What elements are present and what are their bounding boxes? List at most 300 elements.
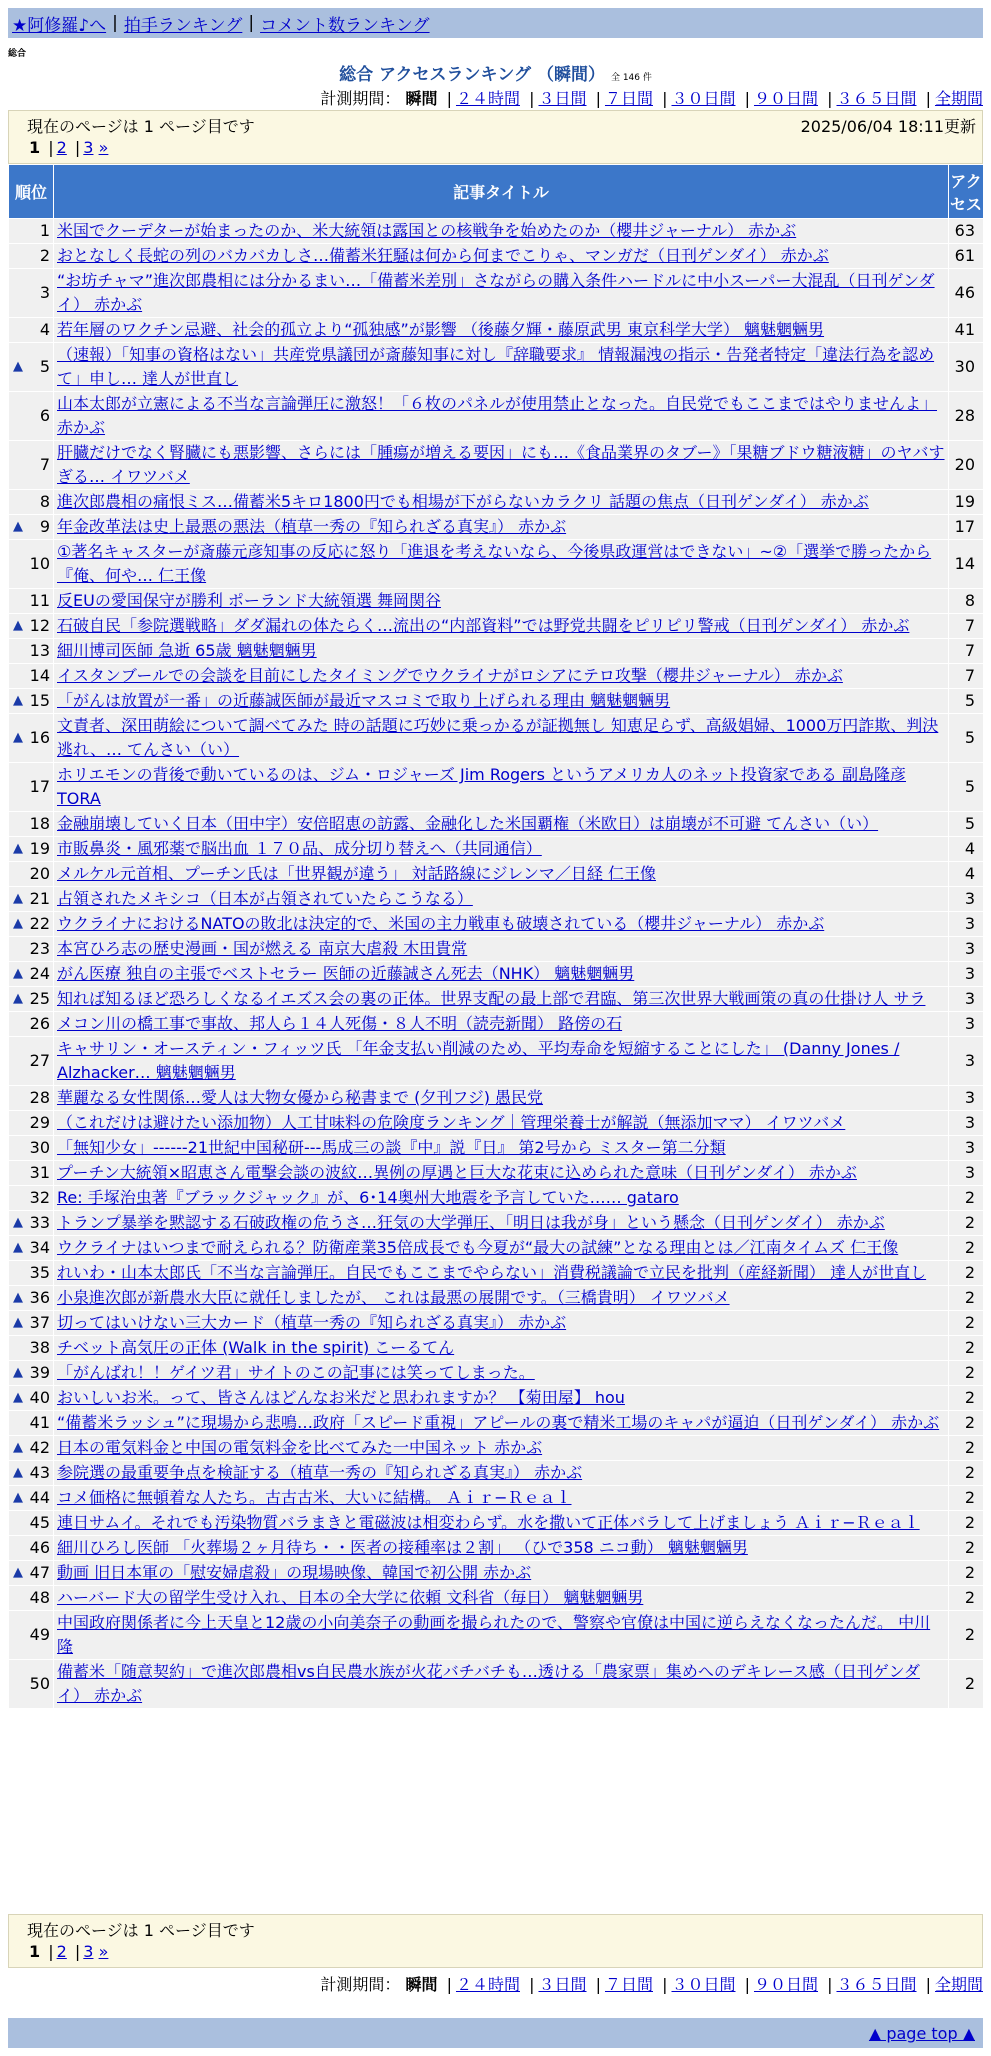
access-count: 2 (949, 1486, 984, 1511)
access-count: 61 (949, 244, 984, 269)
article-title-link[interactable]: 年金改革法は史上最悪の悪法（植草一秀の『知られざる真実』） 赤かぶ (57, 517, 567, 536)
article-title-link[interactable]: 小泉進次郎が新農水大臣に就任しましたが、 これは最悪の展開です。（三橋貴明） イワツバメ (57, 1288, 730, 1307)
page-top-link[interactable]: ▲ page top ▲ (868, 2024, 975, 2043)
rank-up-arrow-icon: ▲ (13, 1240, 23, 1255)
access-count: 5 (949, 689, 984, 714)
article-title-link[interactable]: “備蓄米ラッシュ”に現場から悲鳴…政府「スピード重視」アピールの裏で精米工場のキャパが逼迫（日刊ゲンダイ） 赤かぶ (57, 1413, 940, 1432)
rank-cell (9, 1536, 54, 1561)
title-cell (54, 1660, 949, 1709)
article-title-link[interactable]: ホリエモンの背後で動いているのは、ジム・ロジャーズ Jim Rogers というアメリカ人のネット投資家である 副島隆彦 TORA (57, 765, 906, 808)
period-separator: | (925, 89, 931, 108)
title-cell (54, 1461, 949, 1486)
rank-up-arrow-icon: ▲ (13, 1465, 23, 1480)
rank-number: 45 (29, 1513, 50, 1532)
article-title-link[interactable]: 石破自民「参院選戦略」ダダ漏れの体たらく…流出の“内部資料”では野党共闘をピリピリ警戒（日刊ゲンダイ） 赤かぶ (57, 616, 910, 635)
article-title-link[interactable]: 切ってはいけない三大カード（植草一秀の『知られざる真実』） 赤かぶ (57, 1313, 567, 1332)
period-separator: | (595, 1975, 601, 1994)
table-row (9, 589, 984, 614)
access-count: 2 (949, 1586, 984, 1611)
category-label: 総合 (8, 49, 27, 59)
title-cell (54, 1586, 949, 1611)
rank-number: 18 (29, 814, 50, 833)
rank-number: 16 (29, 728, 50, 747)
rank-up-arrow-icon: ▲ (13, 730, 23, 745)
rank-cell (9, 1012, 54, 1037)
access-count: 3 (949, 1037, 984, 1086)
period-link-365d[interactable]: ３６５日間 (836, 89, 917, 108)
table-row (9, 912, 984, 937)
rank-cell (9, 318, 54, 343)
page-link-2[interactable]: 2 (56, 1942, 67, 1961)
article-title-link[interactable]: 金融崩壊していく日本（田中宇）安倍昭恵の訪露、金融化した米国覇権（米欧日）は崩壊が不可避 てんさい（い） (57, 814, 879, 833)
rank-up-arrow-icon: ▲ (13, 891, 23, 906)
ranking-heading: 総合 アクセスランキング （瞬間） (339, 65, 605, 85)
pager-separator: | (48, 138, 54, 157)
pager (29, 138, 108, 157)
title-cell (54, 540, 949, 589)
article-title-link[interactable]: 知れば知るほど恐ろしくなるイエズス会の裏の正体。世界支配の最上部で君臨、第三次世界大戦画策の真の仕掛け人 サラ (57, 989, 926, 1008)
period-link-30d[interactable]: ３０日間 (671, 1975, 736, 1994)
article-title-link[interactable]: コメ価格に無頓着な人たち。古古古米、大いに結構。 Ａｉｒ−Ｒｅａｌ (57, 1488, 572, 1507)
period-separator: | (662, 1975, 668, 1994)
rank-cell (9, 219, 54, 244)
rank-cell (9, 1111, 54, 1136)
article-title-link[interactable]: 華麗なる女性関係…愛人は大物女優から秘書まで (夕刊フジ) 愚民党 (57, 1088, 544, 1107)
title-cell (54, 244, 949, 269)
article-title-link[interactable]: メルケル元首相、プーチン氏は「世界観が違う」 対話路線にジレンマ／日経 仁王像 (57, 864, 656, 883)
rank-cell (9, 912, 54, 937)
rank-cell (9, 987, 54, 1012)
title-column-header: 記事タイトル (54, 165, 949, 219)
table-row (9, 887, 984, 912)
title-cell (54, 812, 949, 837)
access-count: 3 (949, 1111, 984, 1136)
title-cell (54, 614, 949, 639)
access-count: 3 (949, 1136, 984, 1161)
title-cell (54, 1361, 949, 1386)
rank-up-arrow-icon: ▲ (13, 991, 23, 1006)
rank-cell (9, 1511, 54, 1536)
title-cell (54, 1086, 949, 1111)
access-count: 2 (949, 1411, 984, 1436)
title-cell (54, 1012, 949, 1037)
pager (29, 1942, 108, 1961)
access-count: 2 (949, 1660, 984, 1709)
article-title-link[interactable]: 山本太郎が立憲による不当な言論弾圧に激怒！「６枚のパネルが使用禁止となった。自民党でもここまではやりませんよ」 赤かぶ (57, 394, 938, 437)
table-row (9, 937, 984, 962)
access-count: 14 (949, 540, 984, 589)
rank-column-header: 順位 (9, 165, 54, 219)
period-separator: | (744, 89, 750, 108)
title-cell (54, 1336, 949, 1361)
period-link-all[interactable]: 全期間 (934, 89, 983, 108)
title-cell (54, 837, 949, 862)
rank-up-arrow-icon: ▲ (13, 966, 23, 981)
current-page-text: 現在のページは 1 ページ目です (27, 1921, 255, 1940)
article-title-link[interactable]: トランプ暴挙を黙認する石破政権の危うさ…狂気の大学弾圧、「明日は我が身」という懸念（日刊ゲンダイ） 赤かぶ (57, 1213, 885, 1232)
rank-up-arrow-icon: ▲ (13, 1290, 23, 1305)
title-cell (54, 392, 949, 441)
rank-number: 31 (29, 1163, 50, 1182)
rank-number: 35 (29, 1263, 50, 1282)
title-cell (54, 515, 949, 540)
article-title-link[interactable]: 文責者、深田萌絵について調べてみた 時の話題に巧妙に乗っかるが証拠無し 知恵足らず、高級娼婦、1000万円詐欺、判決逃れ、… てんさい（い） (57, 716, 939, 759)
rank-up-arrow-icon: ▲ (13, 693, 23, 708)
table-row (9, 1361, 984, 1386)
rank-cell (9, 1136, 54, 1161)
table-row (9, 1486, 984, 1511)
page-link-3[interactable]: 3 (83, 138, 94, 157)
table-row (9, 1336, 984, 1361)
page-link-3[interactable]: 3 (83, 1942, 94, 1961)
title-cell (54, 1411, 949, 1436)
page-current: 1 (29, 138, 41, 157)
rank-cell (9, 589, 54, 614)
access-count: 3 (949, 912, 984, 937)
top-nav-bar (8, 8, 983, 38)
article-title-link[interactable]: ハーバード大の留学生受け入れ、日本の全大学に依頼 文科省（毎日） 魑魅魍魎男 (57, 1588, 644, 1607)
article-title-link[interactable]: 日本の電気料金と中国の電気料金を比べてみた一中国ネット 赤かぶ (57, 1438, 543, 1457)
access-count: 2 (949, 1361, 984, 1386)
table-row (9, 614, 984, 639)
table-row (9, 343, 984, 392)
rank-number: 8 (39, 492, 50, 511)
access-count: 3 (949, 987, 984, 1012)
rank-cell (9, 343, 54, 392)
access-count: 7 (949, 639, 984, 664)
table-row (9, 1111, 984, 1136)
period-label: 計測期間： (320, 89, 401, 108)
table-row (9, 392, 984, 441)
article-title-link[interactable]: おいしいお米。って、皆さんはどんなお米だと思われますか？ 【菊田屋】 hou (57, 1388, 625, 1407)
article-title-link[interactable]: ウクライナにおけるNATOの敗北は決定的で、米国の主力戦車も破壊されている（櫻井ジャーナル） 赤かぶ (57, 914, 825, 933)
page-link-2[interactable]: 2 (56, 138, 67, 157)
period-label: 計測期間： (320, 1975, 401, 1994)
period-link-24h[interactable]: ２４時間 (455, 89, 520, 108)
title-cell (54, 1386, 949, 1411)
rank-number: 40 (29, 1388, 50, 1407)
rank-cell (9, 614, 54, 639)
article-title-link[interactable]: ウクライナはいつまで耐えられる？防衛産業35倍成長でも今夏が“最大の試練”となる理由とは／江南タイムズ 仁王像 (57, 1238, 899, 1257)
pagination-box-top (8, 110, 983, 164)
table-row (9, 1311, 984, 1336)
period-link-all[interactable]: 全期間 (934, 1975, 983, 1994)
rank-cell (9, 515, 54, 540)
rank-up-arrow-icon: ▲ (13, 1565, 23, 1580)
ranking-table (8, 164, 984, 1709)
period-current: 瞬間 (405, 89, 438, 108)
article-title-link[interactable]: 備蓄米「随意契約」で進次郎農相vs自民農水族が火花バチバチも…透ける「農家票」集めへのデキレース感（日刊ゲンダイ） 赤かぶ (57, 1662, 920, 1705)
access-count: 2 (949, 1611, 984, 1660)
access-count: 3 (949, 1086, 984, 1111)
rank-cell (9, 862, 54, 887)
period-link-3d[interactable]: ３日間 (538, 1975, 587, 1994)
access-count: 2 (949, 1186, 984, 1211)
period-link-7d[interactable]: ７日間 (604, 1975, 653, 1994)
access-count: 46 (949, 269, 984, 318)
rank-cell (9, 1660, 54, 1709)
table-row (9, 1012, 984, 1037)
rank-number: 4 (39, 320, 50, 339)
table-row (9, 714, 984, 763)
article-title-link[interactable]: 進次郎農相の痛恨ミス…備蓄米5キロ1800円でも相場が下がらないカラクリ 話題の焦点（日刊ゲンダイ） 赤かぶ (57, 492, 869, 511)
rank-number: 13 (29, 641, 50, 660)
article-title-link[interactable]: 動画 旧日本軍の「慰安婦虐殺」の現場映像、韓国で初公開 赤かぶ (57, 1563, 532, 1582)
period-separator: | (744, 1975, 750, 1994)
period-separator: | (662, 89, 668, 108)
table-row (9, 1236, 984, 1261)
access-count: 2 (949, 1286, 984, 1311)
rank-number: 27 (29, 1051, 50, 1070)
article-title-link[interactable]: （速報）「知事の資格はない」共産党県議団が斎藤知事に対し『辞職要求』 情報漏洩の指示・告発者特定「違法行為を認めて」申し… 達人が世直し (57, 345, 935, 388)
table-row (9, 1611, 984, 1660)
title-cell (54, 1511, 949, 1536)
rank-cell (9, 1486, 54, 1511)
rank-up-arrow-icon: ▲ (13, 916, 23, 931)
table-row (9, 219, 984, 244)
article-title-link[interactable]: “お坊チャマ”進次郎農相には分かるまい…「備蓄米差別」さながらの購入条件ハードルに中小スーパー大混乱（日刊ゲンダイ） 赤かぶ (57, 271, 935, 314)
rank-cell (9, 962, 54, 987)
article-title-link[interactable]: 参院選の最重要争点を検証する（植草一秀の『知られざる真実』） 赤かぶ (57, 1463, 583, 1482)
article-title-link[interactable]: チベット高気圧の正体 (Walk in the spirit) こーるてん (57, 1338, 455, 1357)
title-cell (54, 219, 949, 244)
pager-separator: | (74, 1942, 81, 1961)
title-cell (54, 1236, 949, 1261)
updated-timestamp: 2025/06/04 18:11更新 (800, 117, 976, 136)
article-title-link[interactable]: 本宮ひろ志の歴史漫画・国が燃える 南京大虐殺 木田貴常 (57, 939, 468, 958)
period-selector-top (320, 86, 983, 109)
article-title-link[interactable]: イスタンブールでの会談を目前にしたタイミングでウクライナがロシアにテロ攻撃（櫻井ジャーナル） 赤かぶ (57, 666, 843, 685)
rank-number: 11 (29, 591, 50, 610)
rank-cell (9, 887, 54, 912)
article-title-link[interactable]: 米国でクーデターが始まったのか、米大統領は露国との核戦争を始めたのか（櫻井ジャーナル） 赤かぶ (57, 221, 797, 240)
current-page-text: 現在のページは 1 ページ目です (27, 117, 255, 136)
article-title-link[interactable]: メコン川の橋工事で事故、邦人ら１４人死傷・８人不明（読売新聞） 路傍の石 (57, 1014, 623, 1033)
next-page-link[interactable]: » (98, 138, 109, 157)
rank-number: 29 (29, 1113, 50, 1132)
access-count: 41 (949, 318, 984, 343)
table-row (9, 515, 984, 540)
title-cell (54, 1611, 949, 1660)
period-current: 瞬間 (405, 1975, 438, 1994)
rank-cell (9, 1261, 54, 1286)
access-count: 2 (949, 1336, 984, 1361)
title-cell (54, 1211, 949, 1236)
rank-number: 5 (39, 357, 50, 376)
rank-number: 30 (29, 1138, 50, 1157)
table-row (9, 244, 984, 269)
access-count: 5 (949, 714, 984, 763)
period-separator: | (827, 1975, 833, 1994)
article-title-link[interactable]: Re: 手塚治虫著『ブラックジャック』が、6･14奥州大地震を予言していた…… gataro (57, 1188, 679, 1207)
table-row (9, 1211, 984, 1236)
table-row (9, 1186, 984, 1211)
access-count: 3 (949, 887, 984, 912)
rank-number: 33 (29, 1213, 50, 1232)
article-title-link[interactable]: キャサリン・オースティン・フィッツ氏 「年金支払い削減のため、平均寿命を短縮することにした」 (Danny Jones / Alzhacker… 魑魅魍魎男 (57, 1039, 900, 1082)
article-title-link[interactable]: おとなしく長蛇の列のバカバカしさ…備蓄米狂騒は何から何までこりゃ、マンガだ（日刊ゲンダイ） 赤かぶ (57, 246, 829, 265)
access-count: 20 (949, 441, 984, 490)
rank-cell (9, 1086, 54, 1111)
access-count: 3 (949, 1012, 984, 1037)
rank-number: 34 (29, 1238, 50, 1257)
rank-cell (9, 812, 54, 837)
rank-cell (9, 1586, 54, 1611)
rank-number: 41 (29, 1413, 50, 1432)
title-cell (54, 1561, 949, 1586)
rank-cell (9, 664, 54, 689)
rank-number: 26 (29, 1014, 50, 1033)
period-separator: | (827, 89, 833, 108)
rank-number: 21 (29, 889, 50, 908)
article-title-link[interactable]: ①著名キャスターが斎藤元彦知事の反応に怒り「進退を考えないなら、今後県政運営はできない」~②「選挙で勝ったから『俺、何や… 仁王像 (57, 542, 932, 585)
article-title-link[interactable]: れいわ・山本太郎氏「不当な言論弾圧。自民でもここまでやらない」消費税議論で立民を批判（産経新聞） 達人が世直し (57, 1263, 927, 1282)
table-row (9, 1037, 984, 1086)
page-title (0, 60, 991, 85)
access-count: 2 (949, 1211, 984, 1236)
table-row (9, 763, 984, 812)
rank-cell (9, 1411, 54, 1436)
table-row (9, 1086, 984, 1111)
article-title-link[interactable]: 肝臓だけでなく腎臓にも悪影響、さらには「腫瘍が増える要因」にも…《食品業界のタブー》「果糖ブドウ糖液糖」のヤバすぎる… イワツバメ (57, 443, 945, 486)
rank-number: 47 (29, 1563, 50, 1582)
article-title-link[interactable]: 連日サムイ。それでも汚染物質バラまきと電磁波は相変わらず。水を撒いて正体バラして上げましょう Ａｉｒ−Ｒｅａｌ (57, 1513, 920, 1532)
access-count: 2 (949, 1311, 984, 1336)
rank-cell (9, 1211, 54, 1236)
table-row (9, 1136, 984, 1161)
title-cell (54, 1311, 949, 1336)
period-separator: | (446, 89, 452, 108)
rank-number: 50 (29, 1674, 50, 1693)
rank-cell (9, 1037, 54, 1086)
rank-up-arrow-icon: ▲ (13, 1440, 23, 1455)
title-cell (54, 987, 949, 1012)
article-title-link[interactable]: 細川博司医師 急逝 65歳 魑魅魍魎男 (57, 641, 317, 660)
title-cell (54, 1486, 949, 1511)
bottom-bar (8, 2018, 983, 2048)
article-title-link[interactable]: 反EUの愛国保守が勝利 ポーランド大統領選 舞岡関谷 (57, 591, 441, 610)
access-count: 28 (949, 392, 984, 441)
title-cell (54, 1261, 949, 1286)
period-link-24h[interactable]: ２４時間 (455, 1975, 520, 1994)
table-row (9, 1261, 984, 1286)
article-title-link[interactable]: 「がんは放置が一番」の近藤誠医師が最近マスコミで取り上げられる理由 魑魅魍魎男 (57, 691, 671, 710)
rank-number: 10 (29, 554, 50, 573)
article-title-link[interactable]: 「無知少女」------21世紀中国秘研---馬成三の談『中』説『日』 第2号から ミスター第二分類 (57, 1138, 726, 1157)
rank-number: 36 (29, 1288, 50, 1307)
rank-up-arrow-icon: ▲ (13, 841, 23, 856)
access-count: 2 (949, 1561, 984, 1586)
table-header-row (9, 165, 984, 219)
rank-up-arrow-icon: ▲ (13, 359, 23, 374)
rank-number: 12 (29, 616, 50, 635)
rank-up-arrow-icon: ▲ (13, 1315, 23, 1330)
article-title-link[interactable]: プーチン大統領×昭恵さん電撃会談の波紋…異例の厚遇と巨大な花束に込められた意味（日刊ゲンダイ） 赤かぶ (57, 1163, 857, 1182)
rank-number: 23 (29, 939, 50, 958)
rank-cell (9, 244, 54, 269)
rank-cell (9, 1611, 54, 1660)
rank-number: 43 (29, 1463, 50, 1482)
rank-number: 49 (29, 1625, 50, 1644)
rank-number: 37 (29, 1313, 50, 1332)
table-row (9, 1411, 984, 1436)
comment-ranking-link[interactable]: コメント数ランキング (260, 15, 430, 36)
title-cell (54, 664, 949, 689)
article-title-link[interactable]: 若年層のワクチン忌避、社会的孤立より“孤独感”が影響 （後藤夕輝・藤原武男 東京科学大学） 魑魅魍魎男 (57, 320, 825, 339)
rank-cell (9, 689, 54, 714)
rank-number: 1 (39, 221, 50, 240)
article-title-link[interactable]: がん医療 独自の主張でベストセラー 医師の近藤誠さん死去（NHK） 魑魅魍魎男 (57, 964, 635, 983)
next-page-link[interactable]: » (98, 1942, 109, 1961)
table-row (9, 490, 984, 515)
period-separator: | (595, 89, 601, 108)
table-row (9, 862, 984, 887)
table-row (9, 1561, 984, 1586)
title-cell (54, 441, 949, 490)
title-cell (54, 1286, 949, 1311)
period-separator: | (529, 89, 535, 108)
article-title-link[interactable]: 中国政府関係者に今上天皇と12歳の小向美奈子の動画を撮られたので、警察や官僚は中国に逆らえなくなったんだ。 中川隆 (57, 1613, 931, 1656)
article-title-link[interactable]: （これだけは避けたい添加物）人工甘味料の危険度ランキング｜管理栄養士が解説（無添加ママ） イワツバメ (57, 1113, 846, 1132)
clap-ranking-link[interactable]: 拍手ランキング (123, 15, 243, 36)
rank-cell (9, 1336, 54, 1361)
article-title-link[interactable]: 市販鼻炎・風邪薬で脳出血 １７０品、成分切り替えへ（共同通信） (57, 839, 542, 858)
rank-cell (9, 490, 54, 515)
rank-cell (9, 1286, 54, 1311)
title-cell (54, 1111, 949, 1136)
rank-cell (9, 1436, 54, 1461)
rank-number: 44 (29, 1488, 50, 1507)
access-count: 30 (949, 343, 984, 392)
access-count: 2 (949, 1261, 984, 1286)
period-link-3d[interactable]: ３日間 (538, 89, 587, 108)
access-count: 19 (949, 490, 984, 515)
article-title-link[interactable]: 占領されたメキシコ（日本が占領されていたらこうなる） (57, 889, 473, 908)
rank-number: 17 (29, 777, 50, 796)
period-link-90d[interactable]: ９０日間 (753, 89, 818, 108)
nav-separator: | (112, 13, 118, 33)
period-separator: | (925, 1975, 931, 1994)
table-row (9, 837, 984, 862)
rank-number: 9 (39, 517, 50, 536)
table-row (9, 1660, 984, 1709)
table-row (9, 1461, 984, 1486)
home-link[interactable]: ★阿修羅♪へ (12, 15, 107, 36)
title-cell (54, 269, 949, 318)
rank-number: 24 (29, 964, 50, 983)
table-row (9, 639, 984, 664)
period-link-30d[interactable]: ３０日間 (671, 89, 736, 108)
rank-up-arrow-icon: ▲ (13, 1490, 23, 1505)
period-link-365d[interactable]: ３６５日間 (836, 1975, 917, 1994)
rank-cell (9, 714, 54, 763)
article-title-link[interactable]: 「がんばれ！！ゲイツ君」サイトのこの記事には笑ってしまった。 (57, 1363, 535, 1382)
rank-number: 20 (29, 864, 50, 883)
article-title-link[interactable]: 細川ひろし医師 「火葬場２ヶ月待ち・・医者の接種率は２割」 （ひで358 ニコ動） 魑魅魍魎男 (57, 1538, 748, 1557)
table-row (9, 987, 984, 1012)
table-row (9, 1586, 984, 1611)
rank-up-arrow-icon: ▲ (13, 1390, 23, 1405)
rank-number: 2 (39, 246, 50, 265)
title-cell (54, 937, 949, 962)
rank-cell (9, 1186, 54, 1211)
period-link-90d[interactable]: ９０日間 (753, 1975, 818, 1994)
title-cell (54, 912, 949, 937)
title-cell (54, 1136, 949, 1161)
period-link-7d[interactable]: ７日間 (604, 89, 653, 108)
access-count: 63 (949, 219, 984, 244)
access-count: 4 (949, 837, 984, 862)
